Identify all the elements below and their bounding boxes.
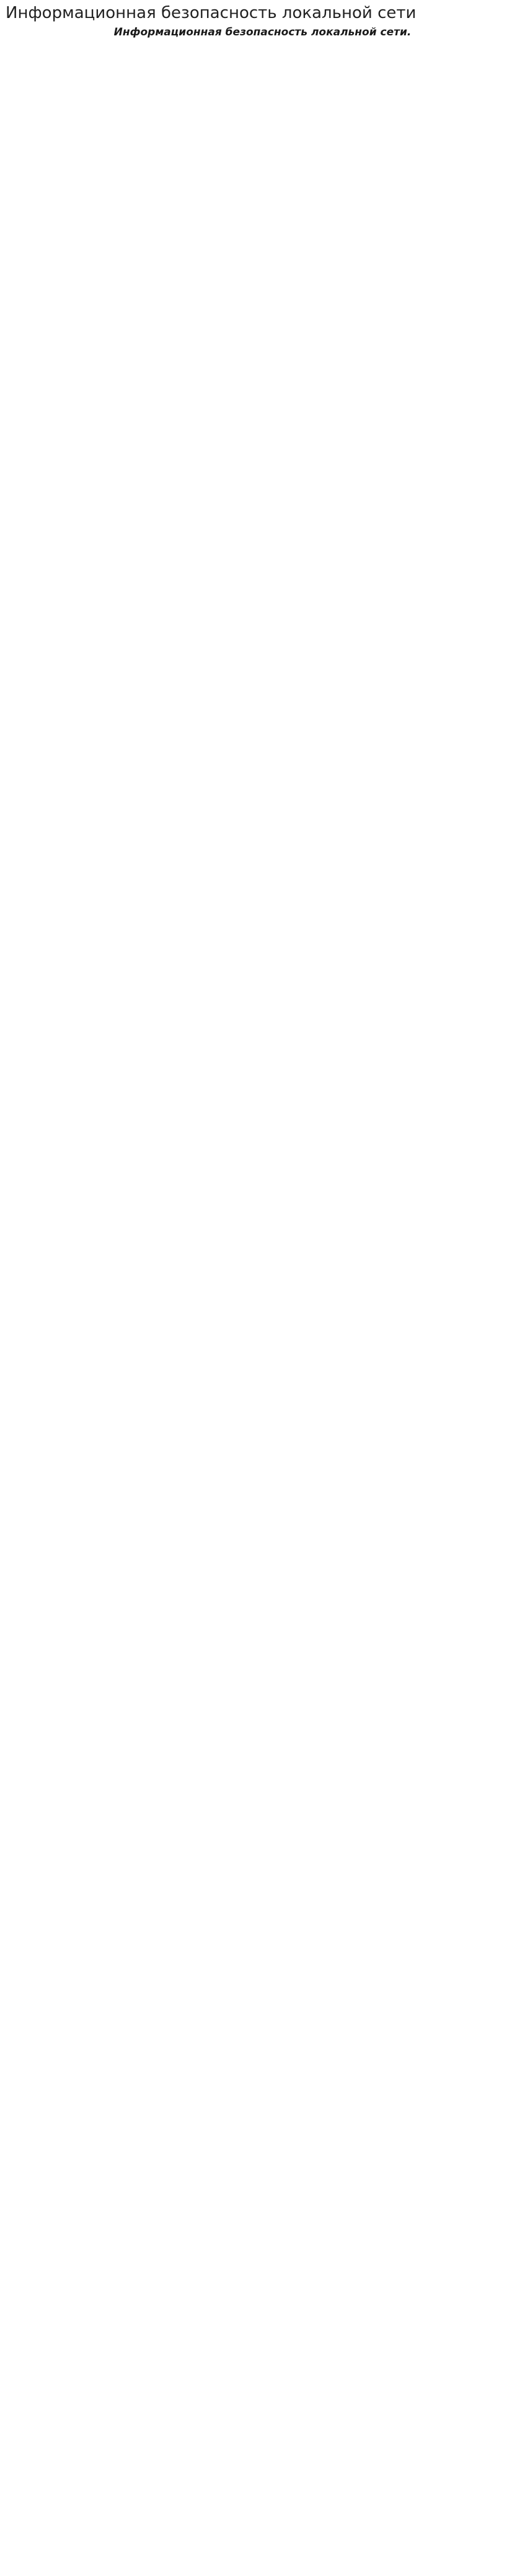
page-title: Информационная безопасность локальной сети: [6, 4, 417, 22]
article: [0, 0, 525, 40]
article-heading: Информационная безопасность локальной сети.: [113, 26, 412, 38]
